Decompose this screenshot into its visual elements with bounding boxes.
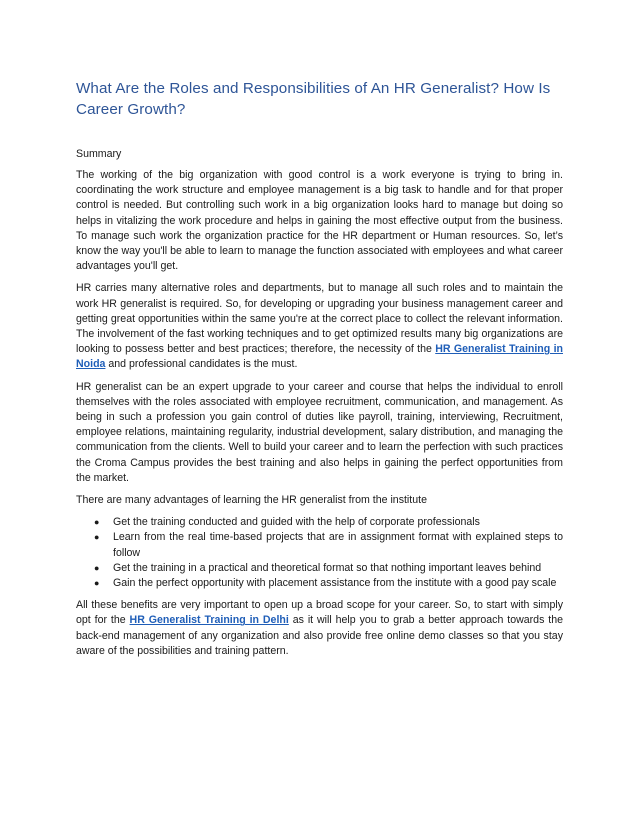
document-title: What Are the Roles and Responsibilities of An HR Generalist? How Is Career Growth? <box>76 80 551 118</box>
paragraph-hr-roles-text-end: and professional candidates is the must. <box>105 358 298 371</box>
hr-generalist-training-delhi-link[interactable]: HR Generalist Training in Delhi <box>129 614 289 627</box>
summary-heading: Summary <box>76 148 122 160</box>
paragraph-hr-roles-text-start: HR carries many alternative roles and departments, but to manage all such roles and to maintain the work HR generalist is required. So, for developing or upgrading your business management career and getting great opportunities within the same you're at the correct place to collect the relevant information. The involvement of the fast working techniques and to get optimized results many big organizations are looking to possess better and best practices; therefore, the necessity of the <box>76 282 563 356</box>
list-item <box>94 515 563 530</box>
paragraph-intro: The working of the big organization with good control is a work everyone is trying to bring in. coordinating the work structure and employee management is a big task to handle and for that proper control is needed. But controlling such work in a big organization looks hard to manage but doing so helps in vitalizing the work procedure and helps in gaining the most effective output from the business. To manage such work the organization practice for the HR department or Human resources. So, let’s know the way you'll be able to learn to manage the function associated with employees and what career advantages you'll get. <box>76 169 563 273</box>
bullet-icon: ● <box>94 517 100 528</box>
list-item-text: Learn from the real time-based projects that are in assignment format with explained steps to follow <box>113 531 563 559</box>
paragraph-advantages-intro: There are many advantages of learning the HR generalist from the institute <box>76 494 427 507</box>
paragraph-conclusion-text-end: as it will help you to grab a better approach towards the back-end management of any organization and also provide free online demo classes so that you stay aware of the possibilities and training pattern. <box>76 614 564 657</box>
list-item <box>94 576 563 591</box>
bullet-icon: ● <box>94 562 100 573</box>
list-item <box>94 530 563 560</box>
paragraph-conclusion-text-start: All these benefits are very important to open up a broad scope for your career. So, to start with simply opt for the <box>76 599 563 627</box>
list-item-text: Gain the perfect opportunity with placement assistance from the institute with a good pay scale <box>113 577 557 590</box>
list-item <box>94 561 563 576</box>
list-item-text: Get the training conducted and guided with the help of corporate professionals <box>113 516 480 529</box>
bullet-icon: ● <box>94 532 100 543</box>
bullet-icon: ● <box>94 578 100 589</box>
list-item-text: Get the training in a practical and theoretical format so that nothing important leaves behind <box>113 561 542 574</box>
hr-generalist-training-noida-link[interactable]: HR Generalist Training in Noida <box>76 343 563 371</box>
paragraph-career-upgrade: HR generalist can be an expert upgrade to your career and course that helps the individual to enroll themselves with the roles associated with employee recruitment, communication, and management. As being in such a profession you gain control of duties like payroll, training, interviewing, Recruitment, employee relations, maintaining regularity, industrial development, salary distribution, and managing the communication from the clients. Well to build your career and to learn the perfection with such practices the Croma Campus provides the best training and also helps in gaining the perfect opportunities from the market. <box>76 380 563 484</box>
paragraph-conclusion <box>76 598 563 659</box>
advantages-list <box>76 515 563 591</box>
paragraph-hr-roles <box>76 281 563 372</box>
